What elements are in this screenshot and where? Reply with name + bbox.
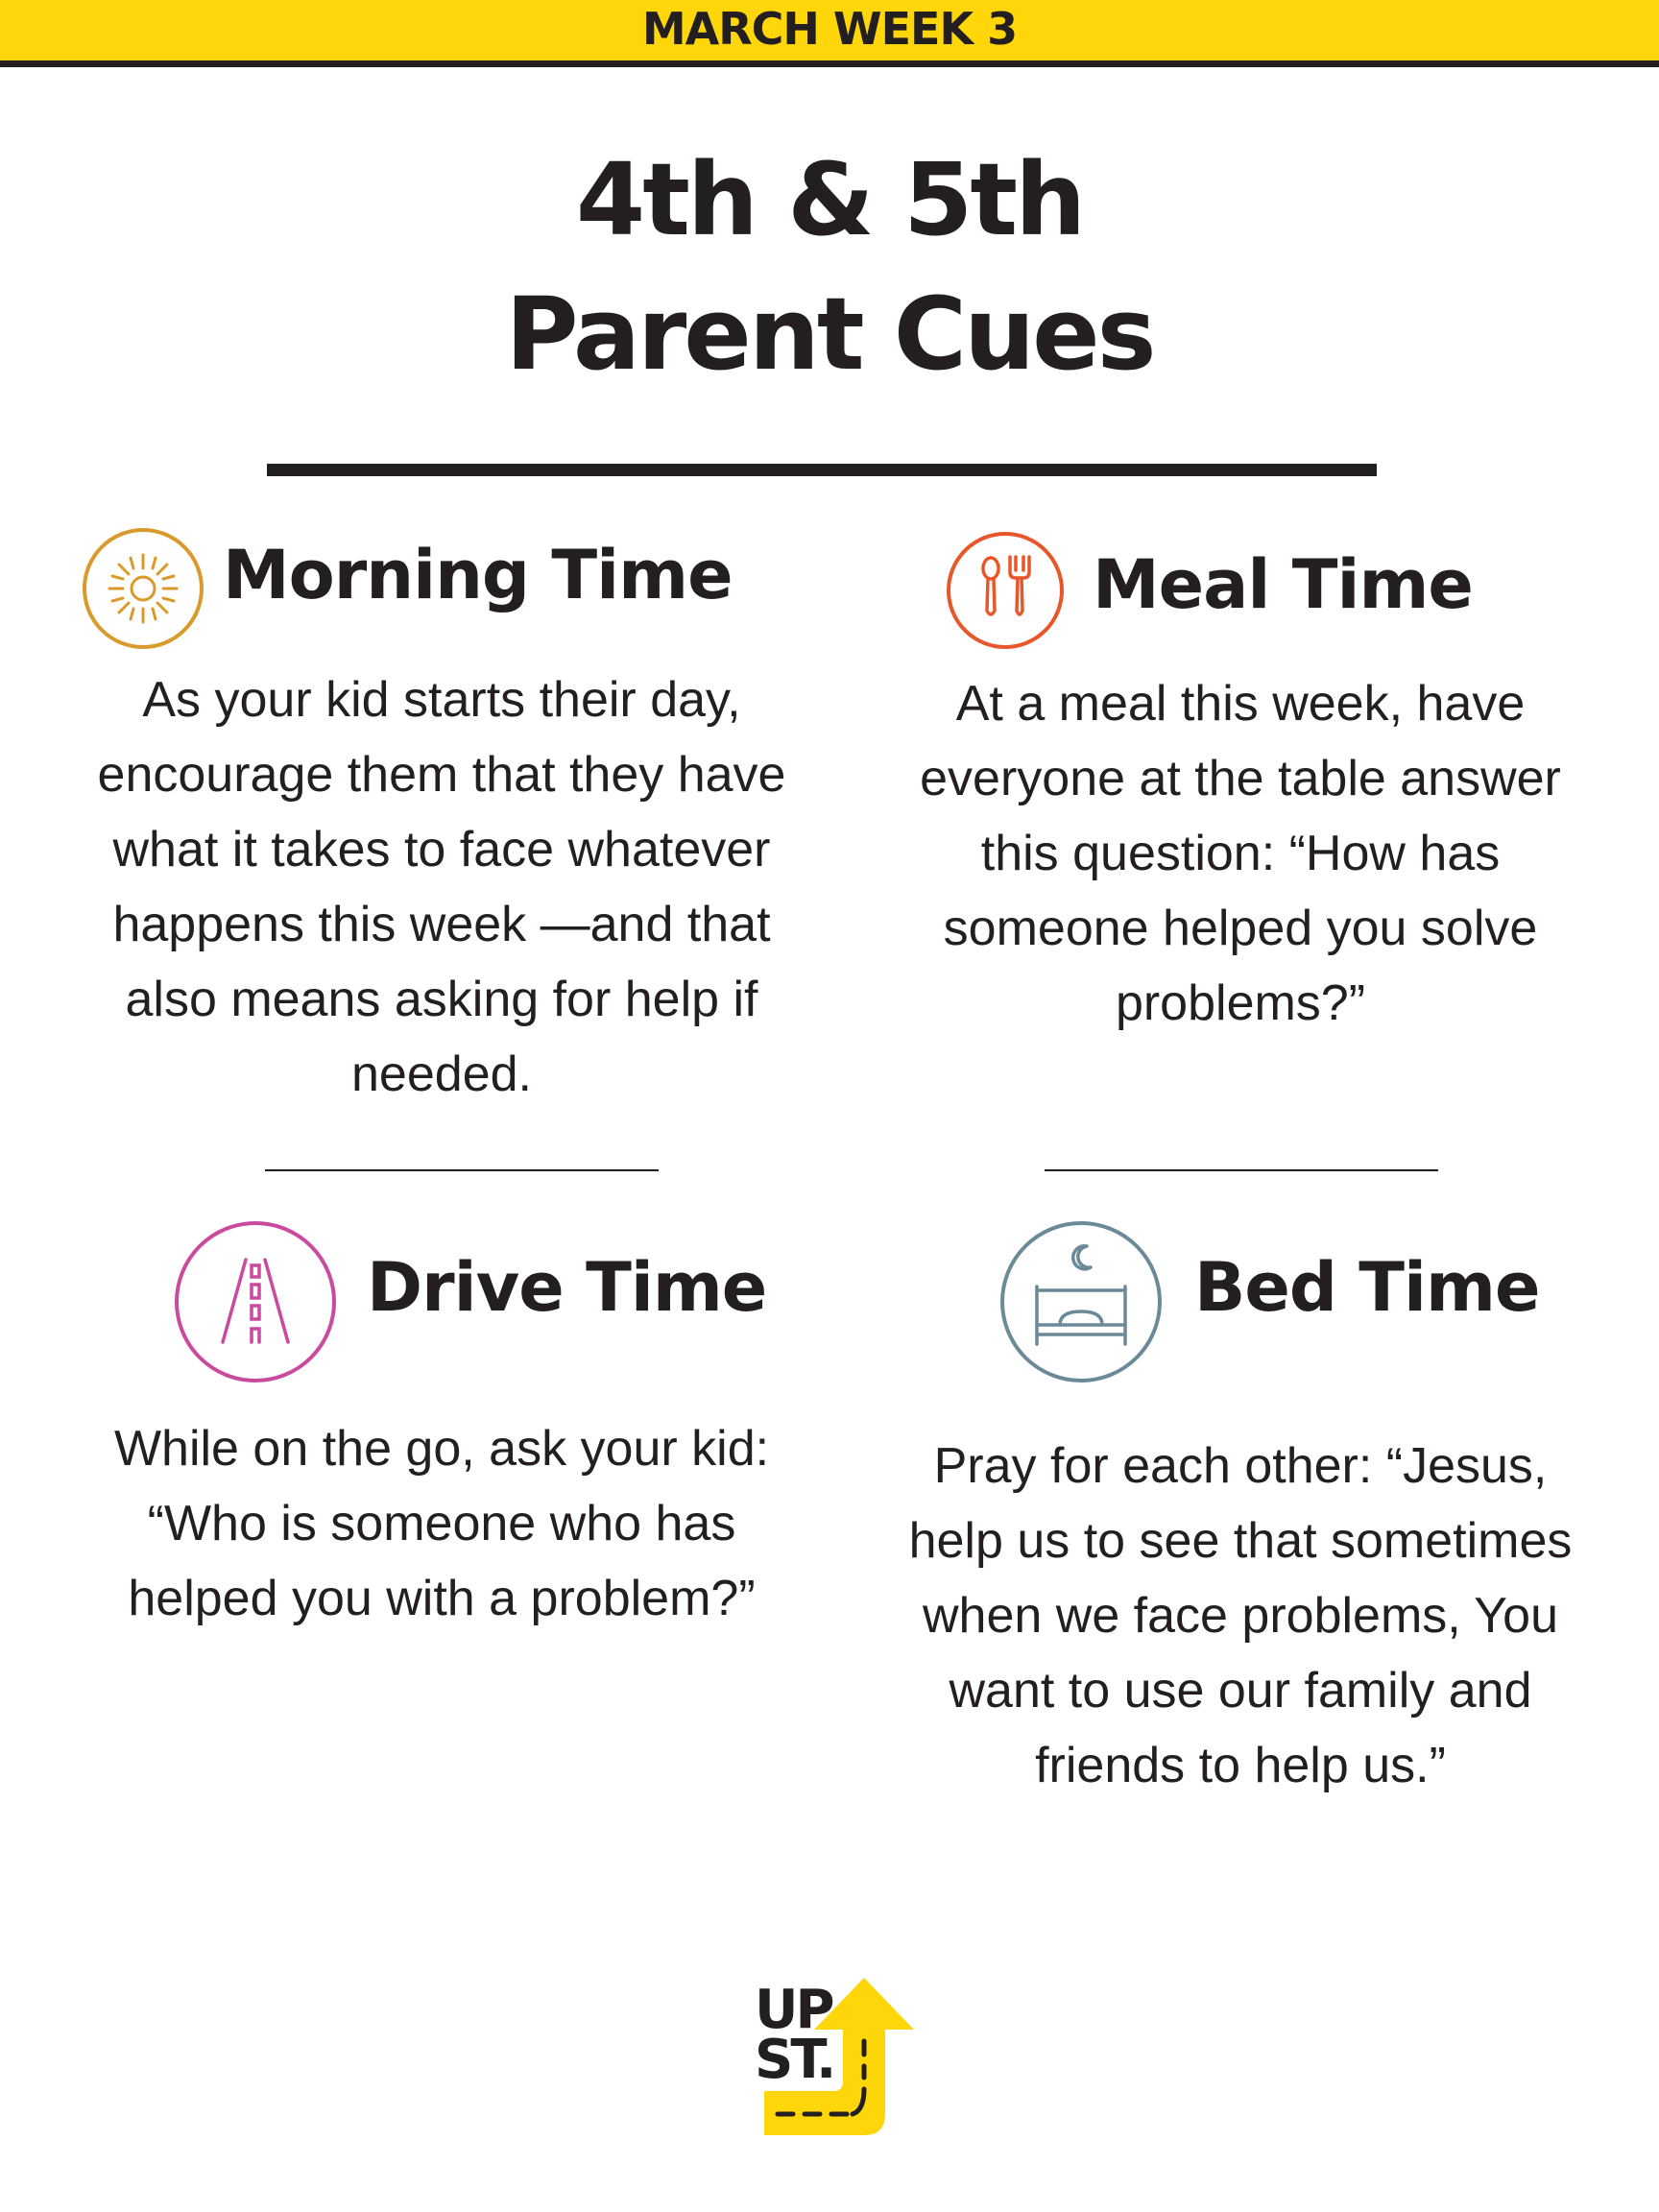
title-divider — [267, 464, 1377, 476]
logo-line1: UP — [755, 1979, 832, 2041]
drive-time-title: Drive Time — [367, 1248, 767, 1327]
sun-icon — [81, 526, 205, 651]
morning-time-title: Morning Time — [223, 536, 733, 614]
logo-line2: ST. — [755, 2029, 834, 2091]
page-title — [0, 132, 1659, 401]
meal-time-title: Meal Time — [1093, 545, 1473, 624]
section-divider-right — [1045, 1169, 1438, 1171]
bed-time-title: Bed Time — [1194, 1248, 1540, 1327]
top-banner — [0, 0, 1659, 67]
morning-time-text: As your kid starts their day, encourage them that they have what it takes to face whatever happens this week —and that also means asking for help if needed. — [97, 672, 786, 1102]
bed-moon-icon — [998, 1219, 1164, 1384]
road-icon — [173, 1219, 338, 1384]
utensils-icon — [945, 530, 1066, 651]
page-title-line1: 4th & 5th — [575, 141, 1084, 258]
drive-time-text: While on the go, ask your kid: “Who is someone who has helped you with a problem?” — [113, 1421, 770, 1626]
upstreet-logo — [749, 1970, 931, 2143]
banner-label: MARCH WEEK 3 — [641, 2, 1018, 55]
meal-time-text: At a meal this week, have everyone at the table answer this question: “How has someone helped you solve problems?” — [920, 676, 1561, 1031]
section-divider-left — [265, 1169, 659, 1171]
bed-time-text: Pray for each other: “Jesus, help us to see that sometimes when we face problems, You want to use our family and friends to help us.” — [908, 1438, 1573, 1793]
page-title-line2: Parent Cues — [505, 276, 1154, 393]
